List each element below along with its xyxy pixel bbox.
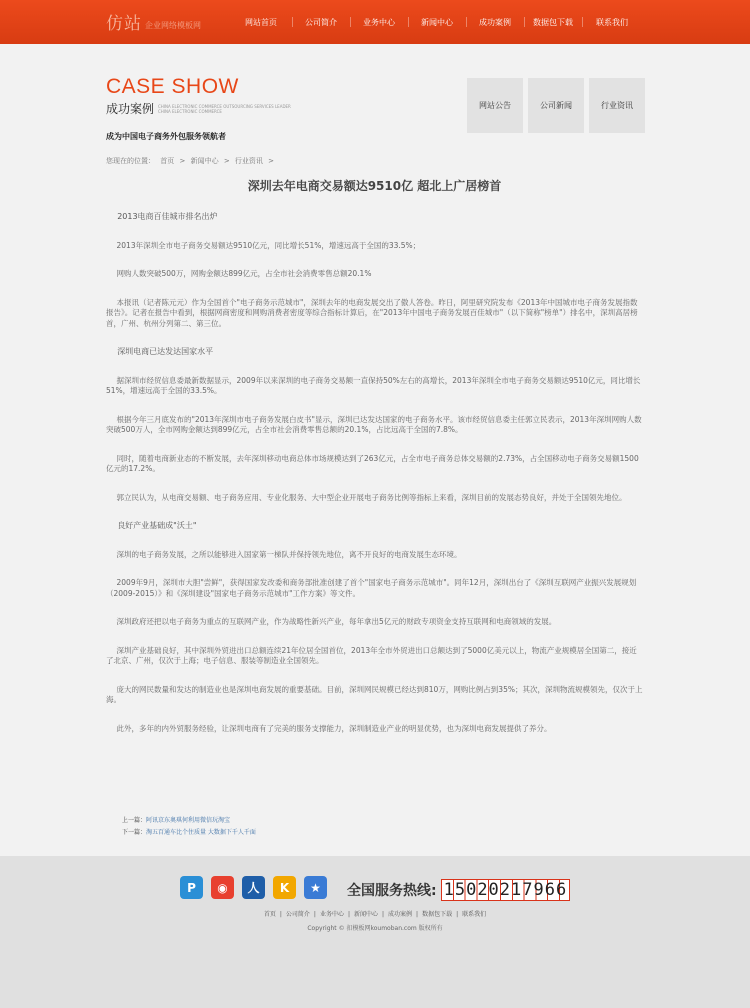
next-article-link[interactable]: 淘五百通车比个住质量 大数据下千人千面 xyxy=(146,829,256,836)
footer-nav-separator: | xyxy=(313,911,316,918)
footer-link[interactable]: 数据包下载 xyxy=(422,911,453,918)
case-subtitle: 成功案例 xyxy=(106,102,155,116)
article-paragraph: 郭立民认为，从电商交易额、电子商务应用、专业化服务、大中型企业开展电子商务比例等指标上来看，深圳目前的发展态势良好，并处于全国领先地位。 xyxy=(116,492,627,502)
article-paragraph: 深圳产业基础良好，其中深圳外贸进出口总额连续21年位居全国首位，2013年全市外贸进出口总额达到了5000亿美元以上，物流产业规模居全国第二，接近了北京、广州，仅次于上海；电子信息、服装等制造业全国领先。 xyxy=(106,645,637,665)
article-paragraph: 此外，多年的内外贸服务经验，让深圳电商有了完美的服务支撑能力，深圳制造业产业的明显优势，也为深圳电商发展提供了养分。 xyxy=(116,723,552,733)
section-heading: 深圳电商已达发达国家水平 xyxy=(117,347,214,356)
article-paragraph: 据深圳市经贸信息委最新数据显示，2009年以来深圳的电子商务交易额一直保持50%左右的高增长，2013年深圳全市电子商务交易额达9510亿元，同比增长51%，增速远高于全国的33.5%。 xyxy=(106,375,641,395)
breadcrumb-separator: > xyxy=(268,157,275,165)
section-heading: 2013电商百佳城市排名出炉 xyxy=(117,212,218,221)
breadcrumb-industry[interactable]: 行业资讯 xyxy=(234,157,263,165)
breadcrumb-prefix: 您现在的位置： xyxy=(106,157,155,165)
article-paragraph: 2013年深圳全市电子商务交易额达9510亿元，同比增长51%，增速远高于全国的33.5%； xyxy=(116,240,421,250)
prev-article xyxy=(122,815,256,827)
prev-label: 上一篇： xyxy=(122,817,147,824)
article-paragraph: 深圳政府还把以电子商务为重点的互联网产业，作为战略性新兴产业，每年拿出5亿元的财政专项资金支持互联网和电商领域的发展。 xyxy=(116,617,557,626)
nav-item-business[interactable]: 业务中心 xyxy=(350,0,408,44)
article-paragraph: 2009年9月，深圳市大胆"尝鲜"，获得国家发改委和商务部批准创建了首个"国家电子商务示范城市"。同年12月，深圳出台了《深圳互联网产业振兴发展规划（2009-2015）》和《深圳建设"国家电子商务示范城市"工作方案》等文件。 xyxy=(106,578,637,598)
site-logo[interactable] xyxy=(106,10,201,34)
article-paragraph: 本报讯（记者陈元元）作为全国首个"电子商务示范城市"，深圳去年的电商发展交出了傲人答卷。昨日，阿里研究院发布《2013年中国城市电子商务发展指数报告》。记者在报告中看到，根据网商密度和网购消费者密度等综合指标计算后，在"2013年中国电子商务发展百佳城市"（以下简称"榜单"）排名中，深圳高居榜首，广州、杭州分列第二、第三位。 xyxy=(106,297,638,328)
footer-nav xyxy=(0,909,750,918)
article-body xyxy=(106,212,643,752)
nav-item-contact[interactable]: 联系我们 xyxy=(582,0,642,44)
copyright: Copyright © 扣模板网koumoban.com 版权所有 xyxy=(307,925,443,932)
nav-item-cases[interactable]: 成功案例 xyxy=(466,0,524,44)
case-show-title: CASE SHOW xyxy=(106,75,239,98)
footer-nav-separator: | xyxy=(382,911,385,918)
breadcrumb-separator: > xyxy=(179,157,186,165)
logo-sub-text: 企业网络模板网 xyxy=(145,21,201,30)
main-nav xyxy=(230,0,642,44)
article-paragraph: 庞大的网民数量和发达的制造业也是深圳电商发展的重要基础。目前，深圳网民规模已经达到810万，网购比例占到35%；其次，深圳物流规模领先，仅次于上海。 xyxy=(106,684,643,704)
footer-link[interactable]: 业务中心 xyxy=(319,911,344,918)
article-title: 深圳去年电商交易额达9510亿 超北上广居榜首 xyxy=(247,179,502,193)
prev-article-link[interactable]: 阿讯京东奥琪何利用微信玩淘宝 xyxy=(146,817,231,824)
category-tabs xyxy=(467,78,645,133)
breadcrumb-news[interactable]: 新闻中心 xyxy=(190,157,219,165)
social-icons xyxy=(180,876,327,899)
breadcrumb-home[interactable]: 首页 xyxy=(160,157,175,165)
renren-icon[interactable]: 人 xyxy=(242,876,265,899)
article-paragraph: 网购人数突破500万，网购金额达899亿元，占全市社会消费零售总额20.1% xyxy=(116,269,372,278)
footer-nav-separator: | xyxy=(279,911,282,918)
weibo-icon[interactable]: ◉ xyxy=(211,876,234,899)
hotline-number: 15020217966 xyxy=(441,879,571,901)
top-navigation-bar xyxy=(0,0,750,44)
kaixin-icon[interactable]: K xyxy=(273,876,296,899)
footer-link[interactable]: 联系我们 xyxy=(462,911,487,918)
article-paragraph: 根据今年三月底发布的"2013年深圳市电子商务发展白皮书"显示，深圳已达发达国家的电子商务水平。该市经贸信息委主任郭立民表示，2013年深圳网购人数突破500万人，全市网购金额达到899亿元，占全市社会消费零售总额的20.1%，占比远高于全国的7.8%。 xyxy=(106,414,642,434)
footer-link[interactable]: 新闻中心 xyxy=(353,911,378,918)
nav-item-news[interactable]: 新闻中心 xyxy=(408,0,466,44)
logo-main-text: 仿站 xyxy=(106,14,142,34)
breadcrumb-separator: > xyxy=(223,157,230,165)
footer-nav-separator: | xyxy=(456,911,459,918)
tab-industry-news[interactable]: 行业资讯 xyxy=(589,78,645,133)
article-paragraph: 深圳的电子商务发展，之所以能够进入国家第一梯队并保持领先地位，离不开良好的电商发展生态环境。 xyxy=(116,549,462,559)
article-paragraph: 同时，随着电商新业态的不断发展，去年深圳移动电商总体市场规模达到了263亿元，占全市电子商务总体交易额的2.73%，占全国移动电子商务交易额1500亿元的17.2%。 xyxy=(106,453,639,473)
case-subtitle-small: CHINA ELECTRONIC COMMERCE OUTSOURCING SERVICES LEADER CHINA ELECTRONIC COMMERCE xyxy=(158,103,291,114)
tab-company-news[interactable]: 公司新闻 xyxy=(528,78,584,133)
qq-icon[interactable]: P xyxy=(180,876,203,899)
nav-item-home[interactable]: 网站首页 xyxy=(245,17,277,27)
footer-link[interactable]: 成功案例 xyxy=(388,911,413,918)
section-heading: 良好产业基础成"沃土" xyxy=(117,521,197,530)
qzone-icon[interactable]: ★ xyxy=(304,876,327,899)
hotline-label: 全国服务热线: xyxy=(347,883,437,899)
nav-item-about[interactable]: 公司简介 xyxy=(292,0,350,44)
footer-nav-separator: | xyxy=(416,911,419,918)
nav-item-download[interactable]: 数据包下载 xyxy=(524,0,582,44)
service-hotline xyxy=(347,879,570,901)
next-label: 下一篇： xyxy=(122,829,147,836)
footer-nav-separator: | xyxy=(347,911,350,918)
prev-next-links xyxy=(122,815,256,839)
footer-link[interactable]: 公司简介 xyxy=(285,911,310,918)
next-article xyxy=(122,827,256,839)
section-header xyxy=(106,76,293,142)
footer-link[interactable]: 首页 xyxy=(263,911,276,918)
tab-site-announcement[interactable]: 网站公告 xyxy=(467,78,523,133)
case-subtitle-row xyxy=(106,100,293,117)
slogan: 成为中国电子商务外包服务领航者 xyxy=(106,132,226,141)
breadcrumb xyxy=(106,156,277,166)
